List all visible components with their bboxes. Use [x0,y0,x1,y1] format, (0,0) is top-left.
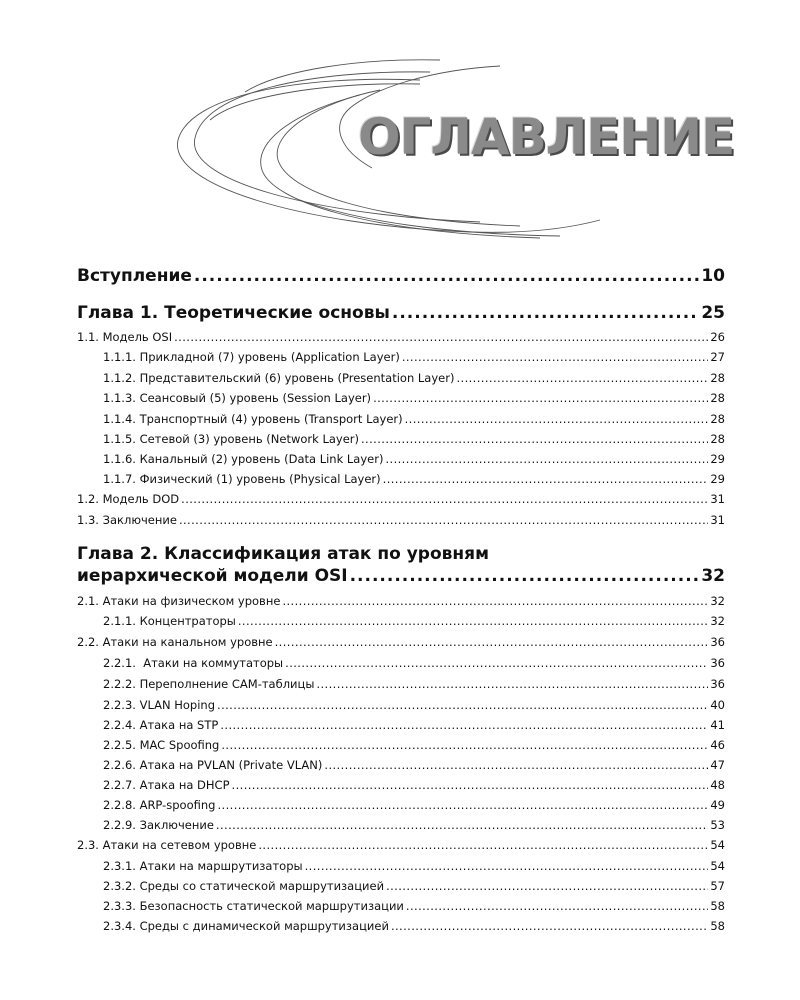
toc-entry[interactable] [77,818,725,832]
toc-entry-title: 1.1.3. Сеансовый (5) уровень (Session Layer) [103,391,372,405]
toc-entry[interactable] [77,859,725,873]
toc-entry-title: 1.1.5. Сетевой (3) уровень (Network Layer) [103,432,359,446]
toc-entry-page: 28 [710,391,725,405]
toc-entry-page: 31 [710,492,725,506]
toc-entry-page: 32 [710,594,725,608]
toc-chapter-2-title-line[interactable]: Глава 2. Классификация атак по уровням [77,544,489,564]
toc-entry[interactable] [77,677,725,691]
toc-entry-title: 1.3. Заключение [77,513,177,527]
toc-entry[interactable] [77,513,725,527]
toc-entry[interactable] [77,838,725,852]
toc-entry-title: иерархической модели OSI [77,566,348,586]
toc-entry-title: 2.2.4. Атака на STP [103,718,219,732]
toc-entry[interactable] [77,656,725,670]
toc-entry-title: Глава 1. Теоретические основы [77,303,390,323]
toc-entry-title: 2.2.2. Переполнение CAM-таблицы [103,677,315,691]
toc-entry-page: 58 [710,899,725,913]
page-title: ОГЛАВЛЕНИЕ [358,108,735,166]
toc-entry-page: 36 [710,677,725,691]
toc-entry[interactable] [77,492,725,506]
toc-entry-page: 36 [710,656,725,670]
toc-entry[interactable] [77,698,725,712]
toc-entry-page: 40 [710,698,725,712]
toc-entry-page: 49 [710,798,725,812]
toc-entry-page: 10 [701,266,725,286]
toc-entry-title: 2.2.8. ARP-spoofing [103,798,216,812]
toc-entry-page: 28 [710,432,725,446]
toc-entry-page: 29 [710,452,725,466]
toc-entry-title: 1.1. Модель OSI [77,330,173,344]
toc-entry-title: 2.2. Атаки на канальном уровне [77,635,273,649]
toc-entry-title: 2.3.1. Атаки на маршрутизаторы [103,859,303,873]
toc-entry-page: 29 [710,472,725,486]
toc-entry-intro[interactable] [77,266,725,286]
toc-entry-title: 2.2.9. Заключение [103,818,214,832]
toc-entry-title: 2.2.1. Атаки на коммутаторы [103,656,284,670]
toc-entry-page: 54 [710,859,725,873]
toc-entry[interactable] [77,798,725,812]
toc-entry-page: 46 [710,738,725,752]
toc-entry[interactable] [77,432,725,446]
toc-entry[interactable] [77,738,725,752]
toc-entry[interactable] [77,635,725,649]
toc-entry-page: 31 [710,513,725,527]
toc-entry-title: 2.3.2. Среды со статической маршрутизацией [103,879,385,893]
toc-entry-title: 2.1. Атаки на физическом уровне [77,594,281,608]
toc-entry-page: 36 [710,635,725,649]
toc-entry-page: 53 [710,818,725,832]
toc-entry-title: 2.3.4. Среды с динамической маршрутизацией [103,919,389,933]
toc-entry-chapter-2[interactable] [77,566,725,586]
toc-entry[interactable] [77,330,725,344]
toc-entry[interactable] [77,594,725,608]
toc-entry-page: 28 [710,412,725,426]
toc-entry-page: 47 [710,758,725,772]
toc-entry[interactable] [77,371,725,385]
toc-entry-title: 2.2.5. MAC Spoofing [103,738,220,752]
toc-entry-title: 1.1.4. Транспортный (4) уровень (Transport Layer) [103,412,403,426]
toc-entry-title: 1.1.2. Представительский (6) уровень (Presentation Layer) [103,371,455,385]
toc-entry-page: 28 [710,371,725,385]
toc-entry[interactable] [77,758,725,772]
toc-entry-chapter-1[interactable] [77,303,725,323]
toc-entry[interactable] [77,778,725,792]
toc-entry-page: 57 [710,879,725,893]
toc-entry[interactable] [77,472,725,486]
toc-entry-page: 41 [710,718,725,732]
toc-entry-page: 54 [710,838,725,852]
toc-entry-title: 2.3. Атаки на сетевом уровне [77,838,257,852]
toc-entry-page: 27 [710,350,725,364]
toc-entry-title: 2.1.1. Концентраторы [103,614,236,628]
toc-entry-title: 1.1.7. Физический (1) уровень (Physical Layer) [103,472,381,486]
toc-entry-page: 48 [710,778,725,792]
toc-entry[interactable] [77,391,725,405]
toc-entry-title: 1.2. Модель DOD [77,492,180,506]
toc-entry[interactable] [77,879,725,893]
toc-entry-title: 2.2.6. Атака на PVLAN (Private VLAN) [103,758,323,772]
toc-entry-page: 58 [710,919,725,933]
toc-entry[interactable] [77,412,725,426]
toc-entry[interactable] [77,919,725,933]
toc-entry-page: 25 [701,303,725,323]
toc-entry[interactable] [77,614,725,628]
toc-entry-title: 1.1.1. Прикладной (7) уровень (Application Layer) [103,350,400,364]
toc-entry-page: 32 [710,614,725,628]
toc-entry-title: 2.3.3. Безопасность статической маршрутизации [103,899,404,913]
toc-entry-page: 32 [701,566,725,586]
toc-entry-title: 1.1.6. Канальный (2) уровень (Data Link Layer) [103,452,384,466]
toc-entry[interactable] [77,718,725,732]
toc-entry[interactable] [77,350,725,364]
toc-entry[interactable] [77,452,725,466]
toc-entry-title: 2.2.3. VLAN Hoping [103,698,216,712]
toc-entry-page: 26 [710,330,725,344]
toc-entry[interactable] [77,899,725,913]
toc-entry-title: Вступление [77,266,192,286]
toc-entry-title: 2.2.7. Атака на DHCP [103,778,230,792]
